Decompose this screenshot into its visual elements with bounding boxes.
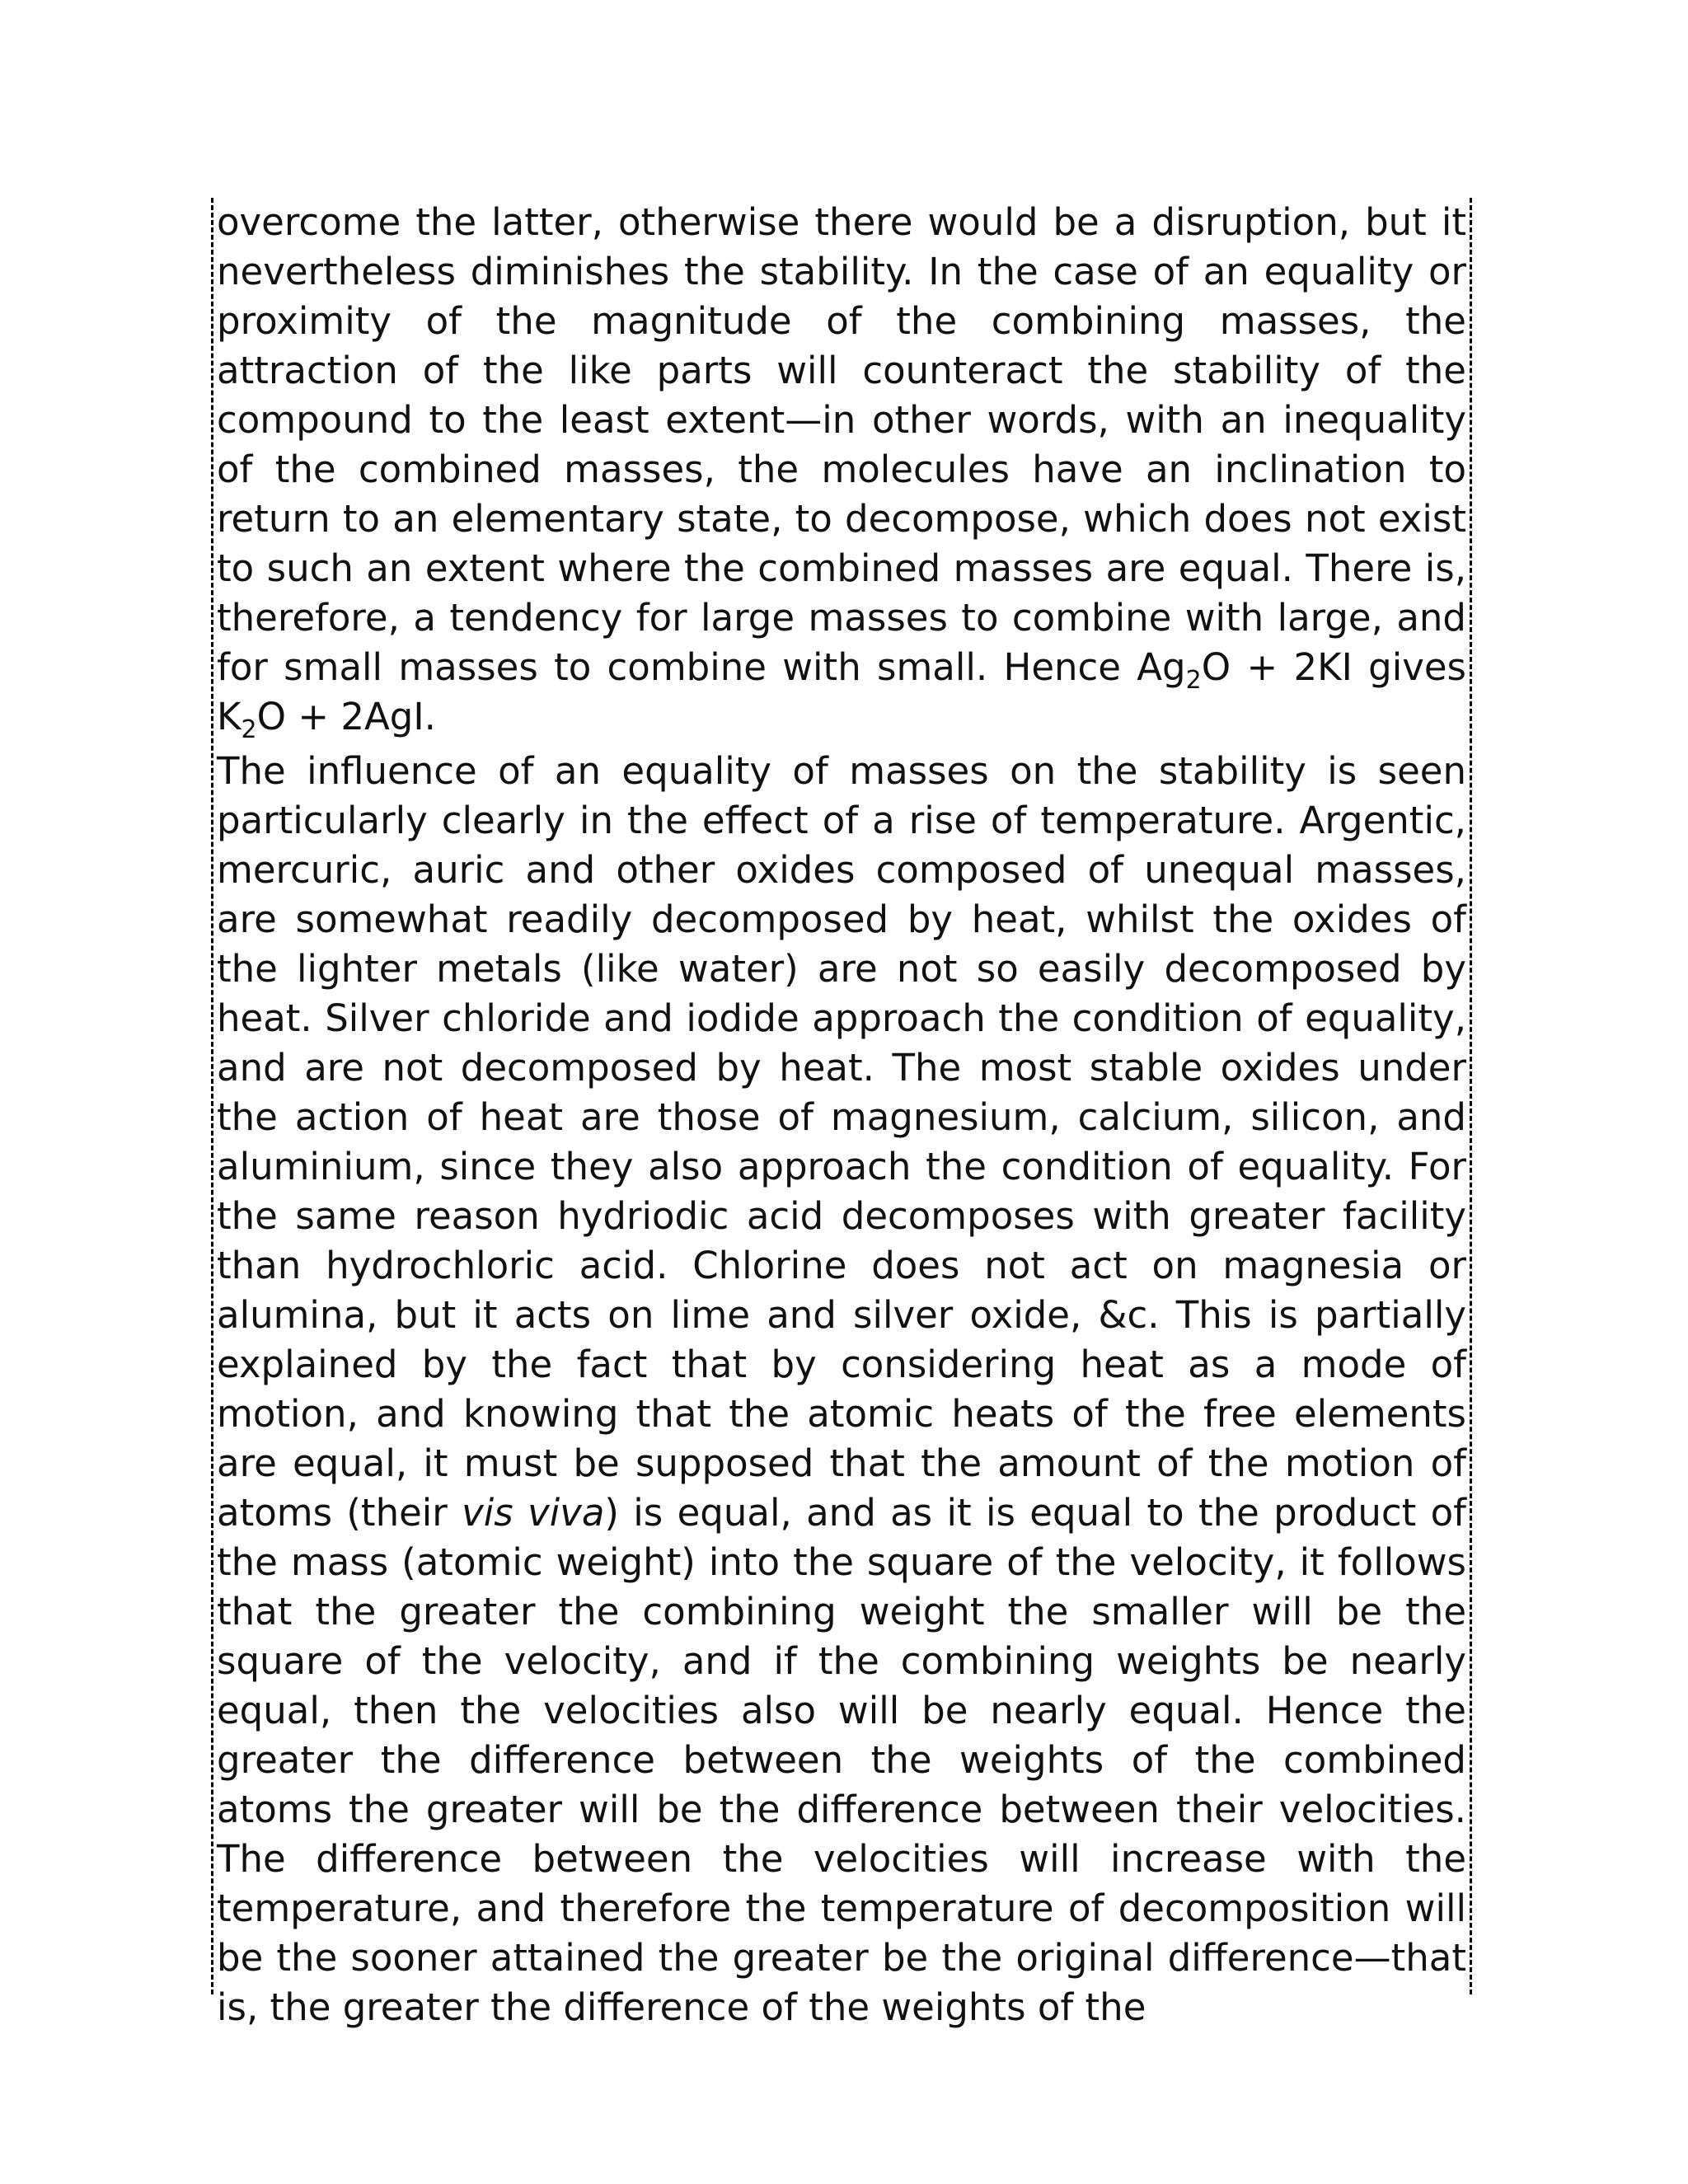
paragraph-1-text-3: O + 2AgI. xyxy=(256,695,436,738)
paragraph-1-text-2: O + 2KI gives K xyxy=(217,645,1466,738)
paragraph-2-text-2: ) is equal, and as it is equal to the product of the mass (atomic weight) into the square of the velocity, it follows that the greater the combining weight the smaller will be the square of the velocity, and if the combining weights be nearly equal, then the velocities also will be nearly equal. Hence the greater the difference between the weights of the combined atoms the greater will be the difference between their velocities. The difference between the velocities will increase with the temperature, and therefore the temperature of decomposition will be the sooner attained the greater be the original difference—that is, the greater the difference of the weights of the xyxy=(217,1491,1466,2029)
page-frame xyxy=(211,198,1472,2029)
paragraph-2-text-1: The influence of an equality of masses on the stability is seen particularly clearly in the effect of a rise of temperature. Argentic, mercuric, auric and other oxides composed of unequal masses, are somewhat readily decomposed by heat, whilst the oxides of the lighter metals (like water) are not so easily decomposed by heat. Silver chloride and iodide approach the condition of equality, and are not decomposed by heat. The most stable oxides under the action of heat are those of magnesium, calcium, silicon, and aluminium, since they also approach the condition of equality. For the same reason hydriodic acid decomposes with greater facility than hydrochloric acid. Chlorine does not act on magnesia or alumina, but it acts on lime and silver oxide, &c. This is partially explained by the fact that by considering heat as a mode of motion, and knowing that the atomic heats of the free elements are equal, it must be supposed that the amount of the motion of atoms (their xyxy=(217,749,1466,1535)
paragraph-1-text-1: overcome the latter, otherwise there would be a disruption, but it nevertheless diminishes the stability. In the case of an equality or proximity of the magnitude of the combining masses, the attraction of the like parts will counteract the stability of the compound to the least extent—in other words, with an inequality of the combined masses, the molecules have an inclination to return to an elementary state, to decompose, which does not exist to such an extent where the combined masses are equal. There is, therefore, a tendency for large masses to combine with large, and for small masses to combine with small. Hence Ag xyxy=(217,200,1466,689)
subscript-2: 2 xyxy=(241,715,257,744)
text-block xyxy=(217,198,1466,2032)
subscript-2: 2 xyxy=(1185,666,1202,695)
italic-term: vis viva xyxy=(462,1491,605,1535)
paragraph-2 xyxy=(217,747,1466,2032)
paragraph-1 xyxy=(217,198,1466,742)
